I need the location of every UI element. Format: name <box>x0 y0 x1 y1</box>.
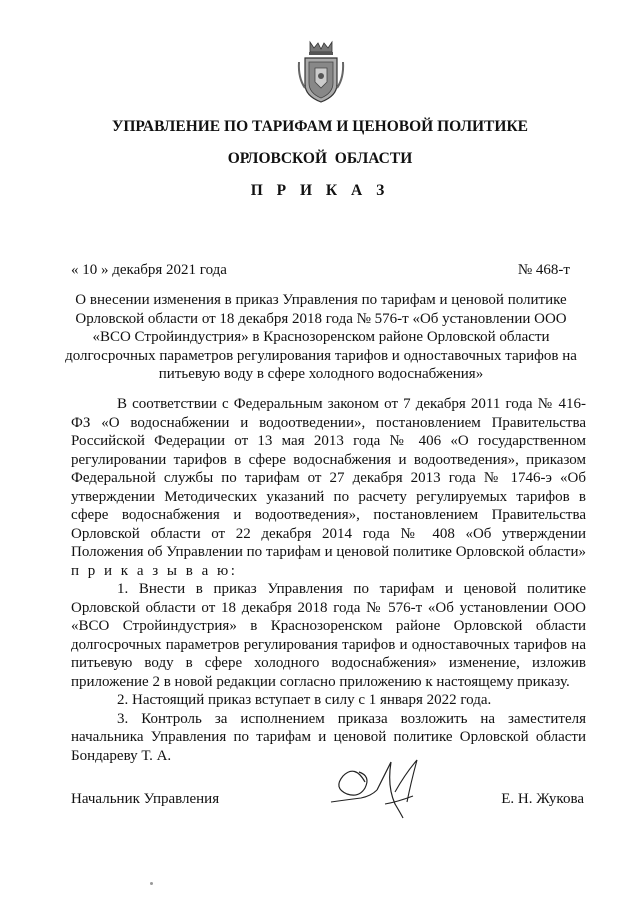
doc-type-title: П Р И К А З <box>250 182 390 199</box>
scan-dot <box>150 882 153 885</box>
handwritten-signature <box>325 752 435 822</box>
order-item-2: 2. Настоящий приказ вступает в силу с 1 января 2022 года. <box>117 692 492 708</box>
preamble-text: В соответствии с Федеральным законом от 7 декабря 2011 года № 416-ФЗ «О водоснабжении и водоотведении», постановлением Правительства Российской Федерации от 13 мая 2013 года № 406 «О государственном регулировании тарифов в сфере водоснабжения и водоотведения», приказом Федеральной службы по тарифам от 27 декабря 2013 года № 1746-э «Об утверждении Методических указаний по расчету регулируемых тарифов в сфере водоснабжения и водоотведения», постановлением Правительства Орловской области от 22 декабря 2014 года № 408 «Об утверждении Положения об Управлении по тарифам и ценовой политике Орловской области» <box>71 396 586 560</box>
preamble-paragraph <box>71 395 586 580</box>
order-date: « 10 » декабря 2021 года <box>71 262 227 278</box>
signatory-position: Начальник Управления <box>71 791 220 807</box>
signatory-name: Е. Н. Жукова <box>501 791 584 807</box>
order-number: № 468-т <box>517 262 570 278</box>
org-name-line2: ОРЛОВСКОЙ ОБЛАСТИ <box>227 150 413 167</box>
order-item-1: 1. Внести в приказ Управления по тарифам и ценовой политике Орловской области от 18 декабря 2018 года № 576-т «Об установлении ООО «ВСО Стройиндустрия» в Краснозоренском районе Орловской области долгосрочных параметров регулирования тарифов и одноставочных тарифов на питьевую воду в сфере холодного водоснабжения» изменение, изложив приложение 2 в новой редакции согласно приложению к настоящему приказу. <box>71 581 586 690</box>
org-name-line1: УПРАВЛЕНИЕ ПО ТАРИФАМ И ЦЕНОВОЙ ПОЛИТИКЕ <box>111 118 529 135</box>
order-body <box>71 395 586 765</box>
order-subject: О внесении изменения в приказ Управления по тарифам и ценовой политике Орловской области от 18 декабря 2018 года № 576-т «Об установлении ООО «ВСО Стройиндустрия» в Краснозоренском районе Орловской области долгосрочных параметров регулирования тарифов и одноставочных тарифов на питьевую воду в сфере холодного водоснабжения» <box>65 292 577 382</box>
order-word: п р и к а з ы в а ю: <box>71 562 238 579</box>
order-item-3: 3. Контроль за исполнением приказа возложить на заместителя начальника Управления по тарифам и ценовой политике Орловской области Бондареву Т. А. <box>71 710 586 764</box>
coat-of-arms-icon <box>296 38 346 106</box>
